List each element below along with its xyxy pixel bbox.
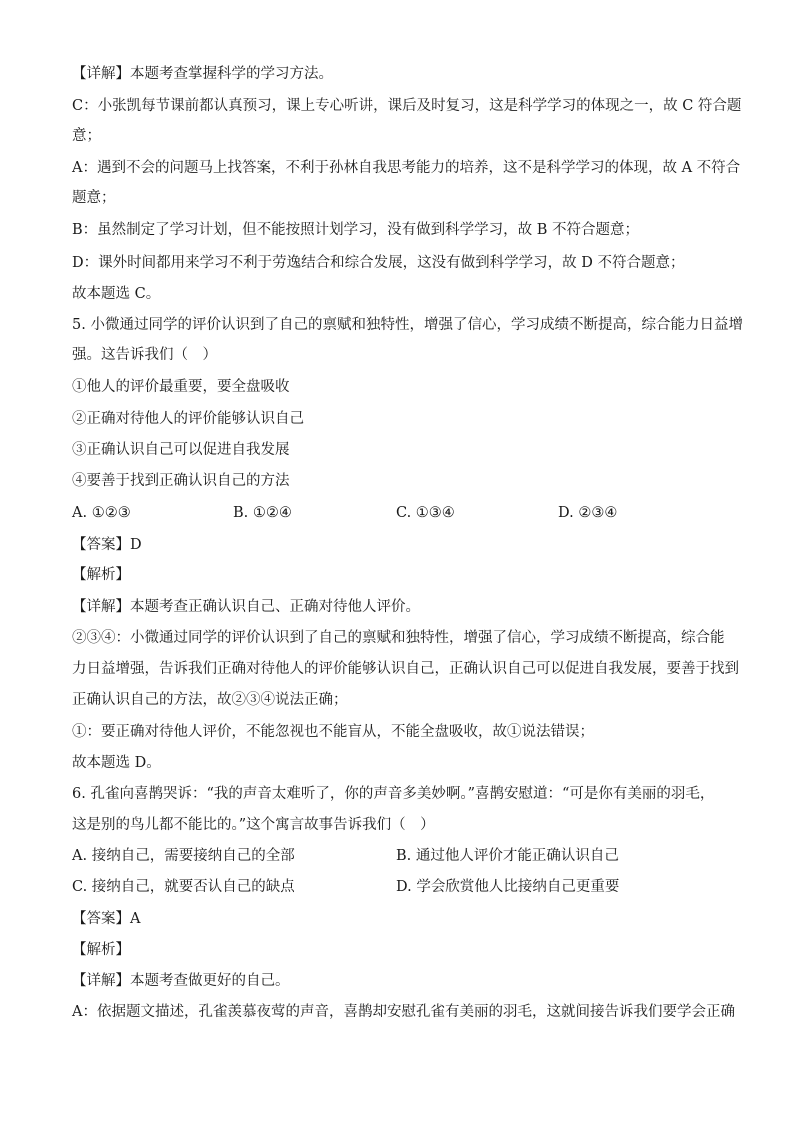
- analysis-label: 【解析】: [72, 942, 130, 958]
- q6-option-b: B. 通过他人评价才能正确认识自己: [396, 848, 619, 864]
- q5-option-b: B. ①②④: [233, 505, 292, 521]
- text-line: 正确认识自己的方法，故②③④说法正确；: [72, 692, 348, 708]
- text-line: C：小张凯每节课前都认真预习，课上专心听讲，课后及时复习，这是科学学习的体现之一，故 C 符合题: [72, 98, 742, 114]
- q5-option-c: C. ①③④: [396, 505, 455, 521]
- statement: ③正确认识自己可以促进自我发展: [72, 442, 290, 458]
- question-5-stem: 5. 小微通过同学的评价认识到了自己的禀赋和独特性，增强了信心，学习成绩不断提高，综合能力日益增: [72, 317, 743, 333]
- text-line: ①：要正确对待他人评价，不能忽视也不能盲从，不能全盘吸收，故①说法错误；: [72, 724, 594, 740]
- question-6-stem: 6. 孔雀向喜鹊哭诉：“我的声音太难听了，你的声音多美妙啊。”喜鹊安慰道：“可是你有美丽的羽毛，: [72, 786, 715, 802]
- text-line: 【详解】本题考查掌握科学的学习方法。: [72, 66, 333, 82]
- answer-label: 【答案】A: [72, 911, 141, 927]
- text-line: 【详解】本题考查正确认识自己、正确对待他人评价。: [72, 599, 420, 615]
- text-line: 力日益增强，告诉我们正确对待他人的评价能够认识自己，正确认识自己可以促进自我发展，要善于找到: [72, 661, 739, 677]
- text-line: 【详解】本题考查做更好的自己。: [72, 973, 290, 989]
- analysis-label: 【解析】: [72, 567, 130, 583]
- statement: ②正确对待他人的评价能够认识自己: [72, 411, 304, 427]
- answer-label: 【答案】D: [72, 537, 142, 553]
- text-line: 故本题选 D。: [72, 755, 161, 771]
- question-6-stem: 这是别的鸟儿都不能比的。”这个寓言故事告诉我们（ ）: [72, 817, 435, 833]
- text-line: B：虽然制定了学习计划，但不能按照计划学习，没有做到科学学习，故 B 不符合题意；: [72, 222, 640, 238]
- q6-option-c: C. 接纳自己，就要否认自己的缺点: [72, 879, 295, 895]
- q6-option-d: D. 学会欣赏他人比接纳自己更重要: [396, 879, 620, 895]
- q5-option-a: A. ①②③: [72, 505, 131, 521]
- statement: ①他人的评价最重要，要全盘吸收: [72, 379, 290, 395]
- text-line: 题意；: [72, 190, 116, 206]
- text-line: 意；: [72, 128, 101, 144]
- text-line: 故本题选 C。: [72, 286, 161, 302]
- q5-option-d: D. ②③④: [558, 505, 618, 521]
- question-5-stem: 强。这告诉我们（ ）: [72, 347, 217, 363]
- text-line: ②③④：小微通过同学的评价认识到了自己的禀赋和独特性，增强了信心，学习成绩不断提高，综合能: [72, 630, 725, 646]
- q6-option-a: A. 接纳自己，需要接纳自己的全部: [72, 848, 295, 864]
- text-line: D：课外时间都用来学习不利于劳逸结合和综合发展，这没有做到科学学习，故 D 不符合题意；: [72, 255, 685, 271]
- statement: ④要善于找到正确认识自己的方法: [72, 473, 290, 489]
- text-line: A：遇到不会的问题马上找答案，不利于孙林自我思考能力的培养，这不是科学学习的体现，故 A 不符合: [72, 160, 741, 176]
- text-line: A：依据题文描述，孔雀羡慕夜莺的声音，喜鹊却安慰孔雀有美丽的羽毛，这就间接告诉我们要学会正确: [72, 1004, 735, 1020]
